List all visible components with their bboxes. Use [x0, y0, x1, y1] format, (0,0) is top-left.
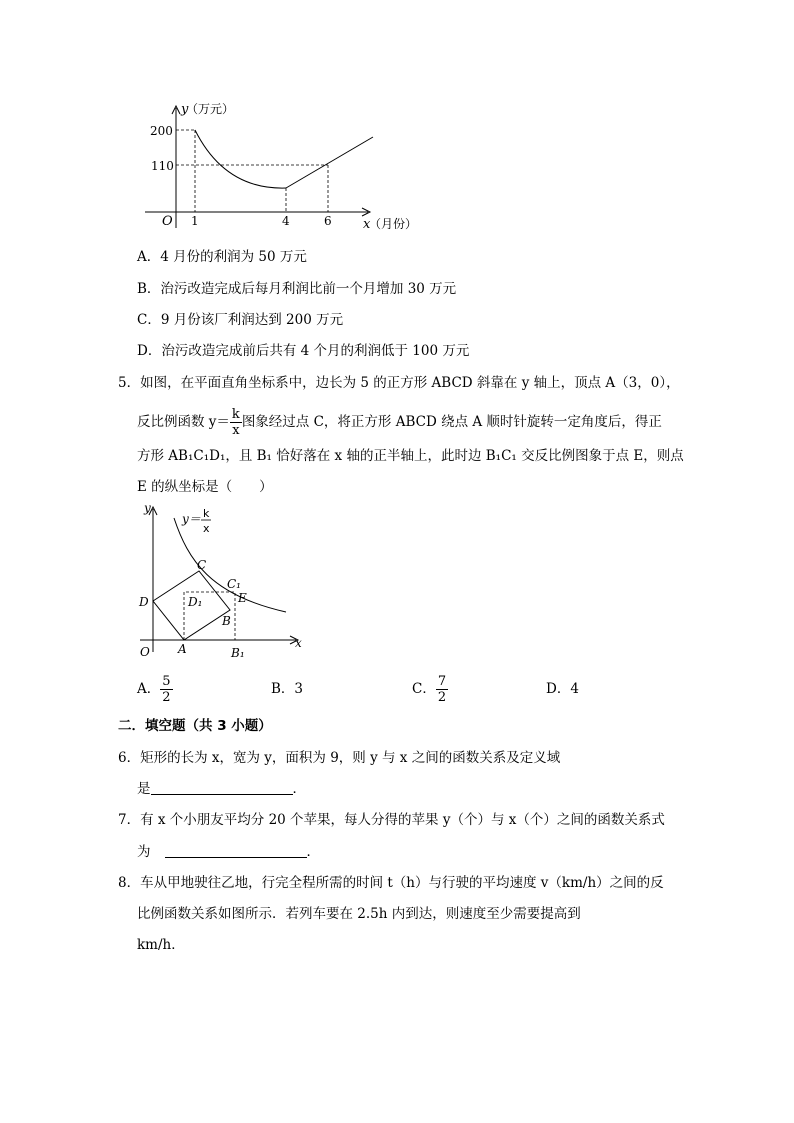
point-c-label: C: [197, 558, 207, 572]
q6-line-1: 6．矩形的长为 x，宽为 y，面积为 9，则 y 与 x 之间的函数关系及定义域: [118, 750, 561, 766]
fig-x-label: x: [295, 636, 302, 650]
q4-option-d: D．治污改造完成前后共有 4 个月的利润低于 100 万元: [137, 343, 470, 359]
y-tick-200: 200: [150, 124, 173, 138]
x-tick-4: 4: [282, 214, 290, 228]
y-unit-label: （万元）: [186, 102, 235, 116]
q5-line-1: 5．如图，在平面直角坐标系中，边长为 5 的正方形 ABCD 斜靠在 y 轴上，顶点 A（3，0），: [118, 375, 680, 391]
x-tick-1: 1: [191, 214, 199, 228]
q5-function-fraction: $\frac{k}{x}$: [231, 407, 240, 438]
fig-origin-label: O: [140, 645, 150, 659]
q7-line-2: 为 ．: [137, 844, 320, 860]
point-b1-label: B₁: [231, 646, 245, 660]
q5-option-c: C． $\frac{7}{2}$: [412, 674, 447, 705]
point-c1-label: C₁: [227, 577, 241, 591]
fig-y-label: y: [144, 501, 151, 515]
q7-line-1: 7．有 x 个小朋友平均分 20 个苹果，每人分得的苹果 y（个）与 x（个）之间的函数关系式: [118, 812, 665, 828]
q5-option-c-fraction: $\frac{7}{2}$: [437, 674, 447, 705]
point-b-label: B: [222, 614, 231, 628]
q5-option-b: B．3: [271, 681, 304, 697]
x-tick-6: 6: [324, 214, 332, 228]
point-e-label: E: [238, 591, 247, 605]
q7-answer-blank[interactable]: [165, 843, 307, 858]
square-rotation-figure: [135, 495, 310, 665]
q5-option-a: A． $\frac{5}{2}$: [137, 674, 171, 705]
x-axis-letter: x: [363, 217, 371, 232]
profit-line: [286, 137, 373, 188]
q8-line-3: km/h．: [137, 937, 185, 953]
x-unit-label: （月份）: [369, 217, 418, 231]
origin-label: O: [162, 214, 173, 229]
q4-option-c: C．9 月份该厂利润达到 200 万元: [137, 312, 344, 328]
curve-function-label: y＝: [182, 512, 201, 526]
profit-curve: [195, 130, 286, 188]
q5-line-2: 反比例函数 y＝ $\frac{k}{x}$ 图象经过点 C，将正方形 ABCD 绕点 A 顺时针旋转一定角度后，得正: [137, 407, 662, 438]
q6-line-2: 是 ．: [137, 781, 306, 797]
curve-function-denominator: x: [203, 522, 210, 535]
profit-graph: [135, 95, 435, 235]
point-a-label: A: [178, 642, 187, 656]
point-d1-label: D₁: [188, 595, 203, 609]
q8-line-2: 比例函数关系如图所示．若列车要在 2.5h 内到达，则速度至少需要提高到: [137, 906, 581, 922]
q5-line-3: 方形 AB₁C₁D₁，且 B₁ 恰好落在 x 轴的正半轴上，此时边 B₁C₁ 交反比例图象于点 E，则点: [137, 448, 684, 464]
q8-line-1: 8．车从甲地驶往乙地，行完全程所需的时间 t（h）与行驶的平均速度 v（km/h）之间的反: [118, 875, 664, 891]
q4-option-b: B．治污改造完成后每月利润比前一个月增加 30 万元: [137, 281, 457, 297]
q5-line-4: E 的纵坐标是（ ）: [137, 479, 273, 495]
q5-option-d: D．4: [546, 681, 579, 697]
section-2-title: 二．填空题（共 3 小题）: [118, 718, 272, 734]
curve-function-numerator: k: [203, 507, 210, 520]
y-tick-110: 110: [151, 159, 174, 173]
q6-answer-blank[interactable]: [151, 780, 293, 795]
point-d-label: D: [139, 595, 149, 609]
q5-option-a-fraction: $\frac{5}{2}$: [162, 674, 171, 705]
q4-option-a: A．4 月份的利润为 50 万元: [137, 249, 307, 265]
y-axis-letter: y: [181, 102, 189, 117]
